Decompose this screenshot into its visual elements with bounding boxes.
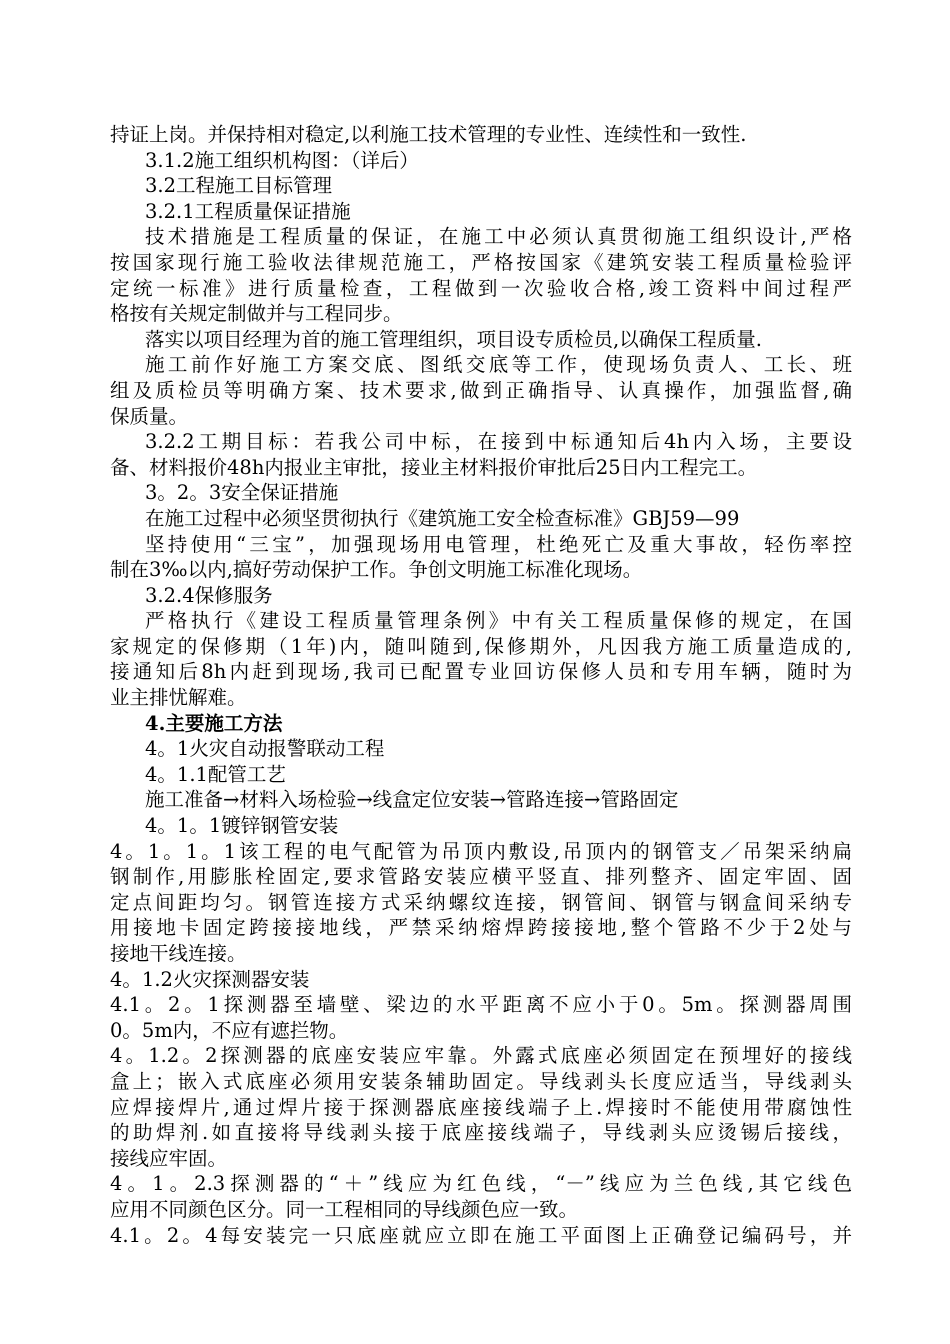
text-line: 格按有关规定制做并与工程同步。 [110, 302, 403, 326]
text-line: 制在3‰以内,搞好劳动保护工作。争创文明施工标准化现场。 [110, 558, 643, 582]
text-line: 接通知后8h内赶到现场,我司已配置专业回访保修人员和专用车辆，随时为 [110, 660, 852, 684]
text-line: 备、材料报价48h内报业主审批，接业主材料报价审批后25日内工程完工。 [110, 455, 758, 479]
text-line: 4。1.1配管工艺 [145, 762, 286, 786]
text-line: 施工前作好施工方案交底、图纸交底等工作，使现场负责人、工长、班 [145, 353, 852, 377]
text-line: 4.1。2。1探测器至墙壁、梁边的水平距离不应小于0。5m。探测器周围 [110, 993, 852, 1017]
text-line: 4。1.2火灾探测器安装 [110, 967, 310, 991]
document-page [110, 122, 852, 1248]
text-line: 3.1.2施工组织机构图：（详后） [145, 148, 419, 172]
text-line: 组及质检员等明确方案、技术要求,做到正确指导、认真操作，加强监督,确 [110, 378, 852, 402]
text-line: 4。1。2.3探测器的“＋”线应为红色线，“－”线应为兰色线,其它线色 [110, 1172, 852, 1196]
text-line: 接线应牢固。 [110, 1146, 228, 1170]
text-line: 保质量。 [110, 404, 189, 428]
text-line: 4。1.2。2探测器的底座安装应牢靠。外露式底座必须固定在预埋好的接线 [110, 1044, 852, 1068]
text-line: 施工准备→材料入场检验→线盒定位安装→管路连接→管路固定 [145, 788, 679, 812]
text-line: 钢制作,用膨胀栓固定,要求管路安装应横平竖直、排列整齐、固定牢固、固 [110, 865, 852, 889]
text-line: 业主排忧解难。 [110, 686, 247, 710]
text-line: 在施工过程中必须坚贯彻执行《建筑施工安全检查标准》GBJ59—99 [145, 506, 740, 530]
text-line: 按国家现行施工验收法律规范施工，严格按国家《建筑安装工程质量检验评 [110, 250, 852, 274]
text-line: 落实以项目经理为首的施工管理组织，项目设专质检员,以确保工程质量. [145, 327, 762, 351]
text-line: 4。1。1。1该工程的电气配管为吊顶内敷设,吊顶内的钢管支／吊架采纳扁 [110, 839, 852, 863]
text-line: 的助焊剂.如直接将导线剥头接于底座接线端子，导线剥头应烫锡后接线， [110, 1121, 852, 1145]
text-line: 4.1。2。4每安装完一只底座就应立即在施工平面图上正确登记编码号，并 [110, 1223, 852, 1247]
text-line: 盒上；嵌入式底座必须用安装条辅助固定。导线剥头长度应适当，导线剥头 [110, 1069, 852, 1093]
text-line: 持证上岗。并保持相对稳定,以利施工技术管理的专业性、连续性和一致性. [110, 123, 747, 146]
text-line: 3.2.2工期目标：若我公司中标，在接到中标通知后4h内入场，主要设 [145, 430, 852, 454]
text-line: 应用不同颜色区分。同一工程相同的导线颜色应一致。 [110, 1197, 579, 1221]
section-heading: 4.主要施工方法 [145, 711, 283, 735]
text-line: 3.2.4保修服务 [145, 583, 273, 607]
text-line: 用接地卡固定跨接接地线，严禁采纳熔焊跨接接地,整个管路不少于2处与 [110, 916, 852, 940]
text-line: 技术措施是工程质量的保证，在施工中必须认真贯彻施工组织设计,严格 [145, 225, 852, 249]
text-line: 3.2.1工程质量保证措施 [145, 199, 351, 223]
text-line: 坚持使用“三宝”，加强现场用电管理，杜绝死亡及重大事故，轻伤率控 [145, 532, 852, 556]
text-line: 定点间距均匀。钢管连接方式采纳螺纹连接，钢管间、钢管与钢盒间采纳专 [110, 890, 852, 914]
text-line: 家规定的保修期（1年)内，随叫随到,保修期外，凡因我方施工质量造成的, [110, 634, 852, 658]
text-line: 4。1。1镀锌钢管安装 [145, 814, 339, 838]
text-line: 接地干线连接。 [110, 942, 247, 965]
text-line: 3。2。3安全保证措施 [145, 481, 339, 505]
text-line: 定统一标准》进行质量检查，工程做到一次验收合格,竣工资料中间过程严 [110, 276, 852, 300]
text-line: 3.2工程施工目标管理 [145, 174, 333, 198]
text-line: 应焊接焊片,通过焊片接于探测器底座接线端子上.焊接时不能使用带腐蚀性 [110, 1095, 852, 1119]
text-line: 0。5m内，不应有遮拦物。 [110, 1018, 349, 1042]
text-line: 严格执行《建设工程质量管理条例》中有关工程质量保修的规定，在国 [145, 609, 852, 633]
text-line: 4。1火灾自动报警联动工程 [145, 737, 385, 761]
